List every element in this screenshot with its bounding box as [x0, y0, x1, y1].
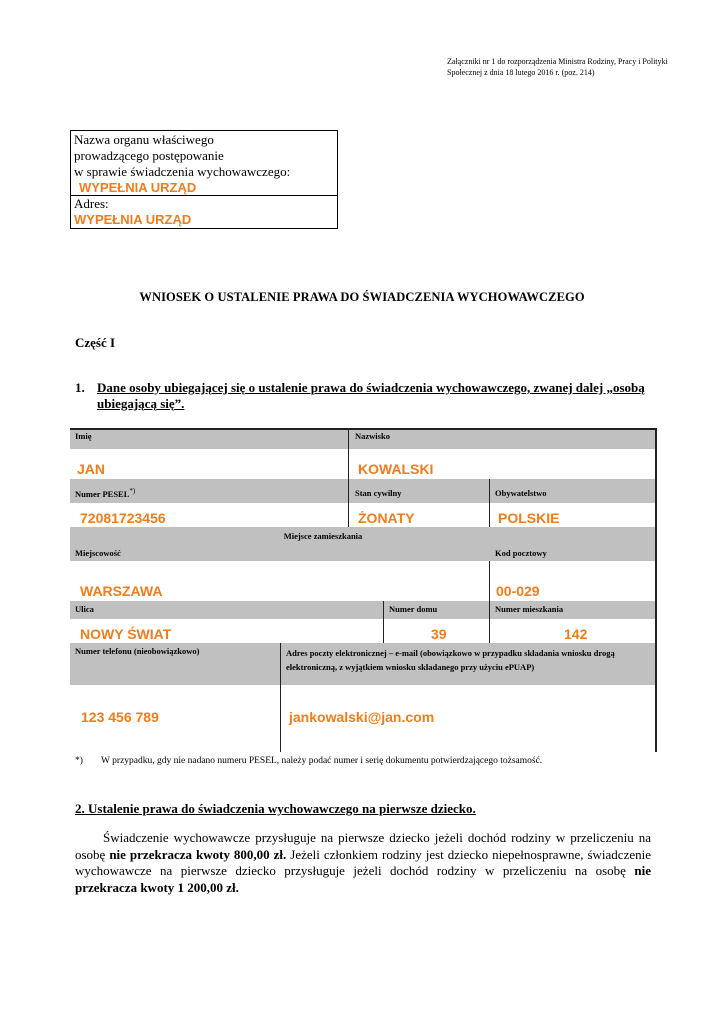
street-field[interactable] [70, 619, 384, 643]
authority-line-2: prowadzącego postępowanie [74, 148, 224, 163]
section-1-number: 1. [75, 380, 85, 395]
authority-divider [71, 195, 337, 196]
house-number-value: 39 [431, 626, 447, 642]
authority-box [70, 130, 338, 229]
apartment-number-field[interactable] [490, 619, 656, 643]
form-top-border [70, 428, 656, 430]
divider-col-contact [280, 643, 281, 752]
email-label: Adres poczty elektronicznej – e-mail (obowiązkowo w przypadku składania wniosku drogą elektroniczną, z wyjątkiem wniosku składanego przy użyciu ePUAP) [281, 643, 656, 685]
city-label: Miejscowość [75, 548, 121, 558]
last-name-label: Nazwisko [350, 428, 656, 449]
email-field[interactable] [281, 685, 656, 752]
city-value: WARSZAWA [80, 583, 163, 599]
divider-col-status [489, 479, 490, 527]
paragraph-text-1: Świadczenie wychowawcze przysługuje na pierwsze dziecko jeżeli dochód rodziny w przeliczeniu na osobę [75, 830, 651, 862]
income-limit-800: nie przekracza kwoty 800,00 zł. [109, 846, 287, 862]
pesel-field[interactable] [70, 503, 350, 527]
address-label: Adres: [74, 196, 109, 211]
divider-col-street [383, 601, 384, 643]
street-value: NOWY ŚWIAT [80, 626, 172, 642]
postal-code-field[interactable] [490, 561, 656, 601]
first-name-value: JAN [77, 461, 106, 477]
footnote-mark: *) [75, 756, 83, 766]
phone-field[interactable] [70, 685, 281, 752]
postal-code-label: Kod pocztowy [495, 548, 547, 558]
residence-section [70, 527, 656, 561]
paragraph-text-2: Jeżeli członkiem rodziny jest dziecko niepełnosprawne, świadczenie wychowawcze na pierwsze dziecko przysługuje jeżeli dochód rodziny w przeliczeniu na osobę [75, 846, 651, 879]
phone-label: Numer telefonu (nieobowiązkowo) [70, 643, 281, 685]
postal-code-value: 00-029 [496, 583, 540, 599]
income-limit-1200: nie przekracza kwoty 1 200,00 zł. [75, 863, 651, 895]
part-heading: Część I [75, 335, 116, 350]
last-name-field[interactable] [350, 449, 656, 479]
section-2-heading: 2. Ustalenie prawa do świadczenia wychowawczego na pierwsze dziecko. [75, 801, 476, 816]
applicant-form [70, 428, 656, 752]
pesel-footnote-mark: *) [129, 487, 136, 495]
first-name-label: Imię [70, 428, 350, 449]
authority-fill-placeholder: WYPEŁNIA URZĄD [79, 180, 197, 195]
section-2-paragraph [75, 830, 651, 896]
authority-line-3: w sprawie świadczenia wychowawczego: [74, 164, 291, 179]
divider-col-names [348, 428, 349, 527]
citizenship-label: Obywatelstwo [490, 479, 656, 503]
last-name-value: KOWALSKI [358, 461, 434, 477]
document-title: WNIOSEK O USTALENIE PRAWA DO ŚWIADCZENIA WYCHOWAWCZEGO [139, 290, 585, 304]
marital-status-value: ŻONATY [358, 510, 415, 526]
footnote-text: W przypadku, gdy nie nadano numeru PESEL, należy podać numer i serię dokumentu potwierdzającego tożsamość. [101, 756, 543, 766]
house-number-label: Numer domu [384, 601, 490, 619]
marital-status-label: Stan cywilny [350, 479, 490, 503]
pesel-value: 72081723456 [80, 510, 166, 526]
apartment-number-label: Numer mieszkania [490, 601, 656, 619]
house-number-field[interactable] [384, 619, 490, 643]
header-note: Załączniki nr 1 do rozporządzenia Ministra Rodziny, Pracy i Polityki Społecznej z dnia 18 lutego 2016 r. (poz. 214) [447, 57, 668, 77]
pesel-label [70, 479, 350, 503]
address-fill-placeholder: WYPEŁNIA URZĄD [74, 212, 192, 227]
citizenship-field[interactable] [490, 503, 656, 527]
email-value: jankowalski@jan.com [289, 709, 435, 725]
authority-line-1: Nazwa organu właściwego [74, 132, 214, 147]
divider-col-address [489, 561, 490, 643]
form-right-border [655, 428, 657, 752]
apartment-number-value: 142 [564, 626, 588, 642]
city-field[interactable] [70, 561, 490, 601]
marital-status-field[interactable] [350, 503, 490, 527]
first-name-field[interactable] [70, 449, 350, 479]
phone-value: 123 456 789 [81, 709, 159, 725]
citizenship-value: POLSKIE [498, 510, 560, 526]
residence-header: Miejsce zamieszkania [283, 531, 363, 541]
street-label: Ulica [70, 601, 384, 619]
section-1-text: Dane osoby ubiegającej się o ustalenie prawa do świadczenia wychowawczego, zwanej dalej „osobą ubiegającą się”. [97, 380, 645, 411]
pesel-label-text: Numer PESEL [75, 488, 130, 499]
